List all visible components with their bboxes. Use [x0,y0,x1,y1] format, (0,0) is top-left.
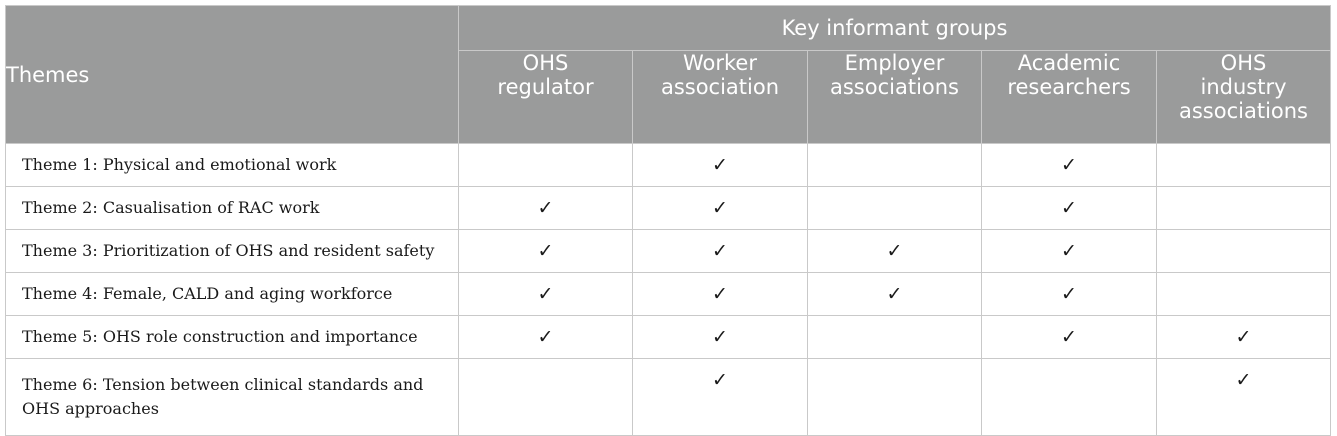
column-header-worker-association: Worker association [633,51,808,144]
check-cell: ✓ [982,144,1157,187]
check-cell [808,144,982,187]
theme-label: Theme 4: Female, CALD and aging workforce [6,273,459,316]
check-cell: ✓ [633,273,808,316]
column-header-academic-researchers: Academic researchers [982,51,1157,144]
check-cell [982,359,1157,436]
check-cell [1157,144,1331,187]
check-cell [1157,273,1331,316]
table-row [6,359,1331,436]
check-cell: ✓ [1157,316,1331,359]
table-row [6,187,1331,230]
theme-label: Theme 2: Casualisation of RAC work [6,187,459,230]
theme-label: Theme 1: Physical and emotional work [6,144,459,187]
check-cell: ✓ [633,187,808,230]
check-cell: ✓ [459,316,633,359]
check-cell: ✓ [633,359,808,436]
theme-label: Theme 6: Tension between clinical standards and OHS approaches [6,359,459,436]
check-cell: ✓ [1157,359,1331,436]
themes-table [5,5,1331,436]
check-cell: ✓ [808,230,982,273]
check-cell: ✓ [459,187,633,230]
check-cell [459,359,633,436]
check-cell: ✓ [633,230,808,273]
check-cell: ✓ [982,316,1157,359]
theme-label: Theme 3: Prioritization of OHS and resident safety [6,230,459,273]
table-row [6,316,1331,359]
table-row [6,144,1331,187]
check-cell: ✓ [982,230,1157,273]
check-cell: ✓ [633,316,808,359]
check-cell: ✓ [459,273,633,316]
check-cell [808,316,982,359]
check-cell [808,187,982,230]
check-cell [1157,187,1331,230]
check-cell: ✓ [459,230,633,273]
column-header-ohs-regulator: OHS regulator [459,51,633,144]
check-cell: ✓ [982,187,1157,230]
column-header-employer-associations: Employer associations [808,51,982,144]
check-cell [1157,230,1331,273]
table-row [6,273,1331,316]
key-informant-groups-header: Key informant groups [459,6,1331,51]
check-cell: ✓ [808,273,982,316]
table-row [6,230,1331,273]
themes-header: Themes [6,6,459,144]
check-cell [808,359,982,436]
check-cell: ✓ [633,144,808,187]
check-cell [459,144,633,187]
check-cell: ✓ [982,273,1157,316]
column-header-ohs-industry-associations: OHS industry associations [1157,51,1331,144]
theme-label: Theme 5: OHS role construction and importance [6,316,459,359]
